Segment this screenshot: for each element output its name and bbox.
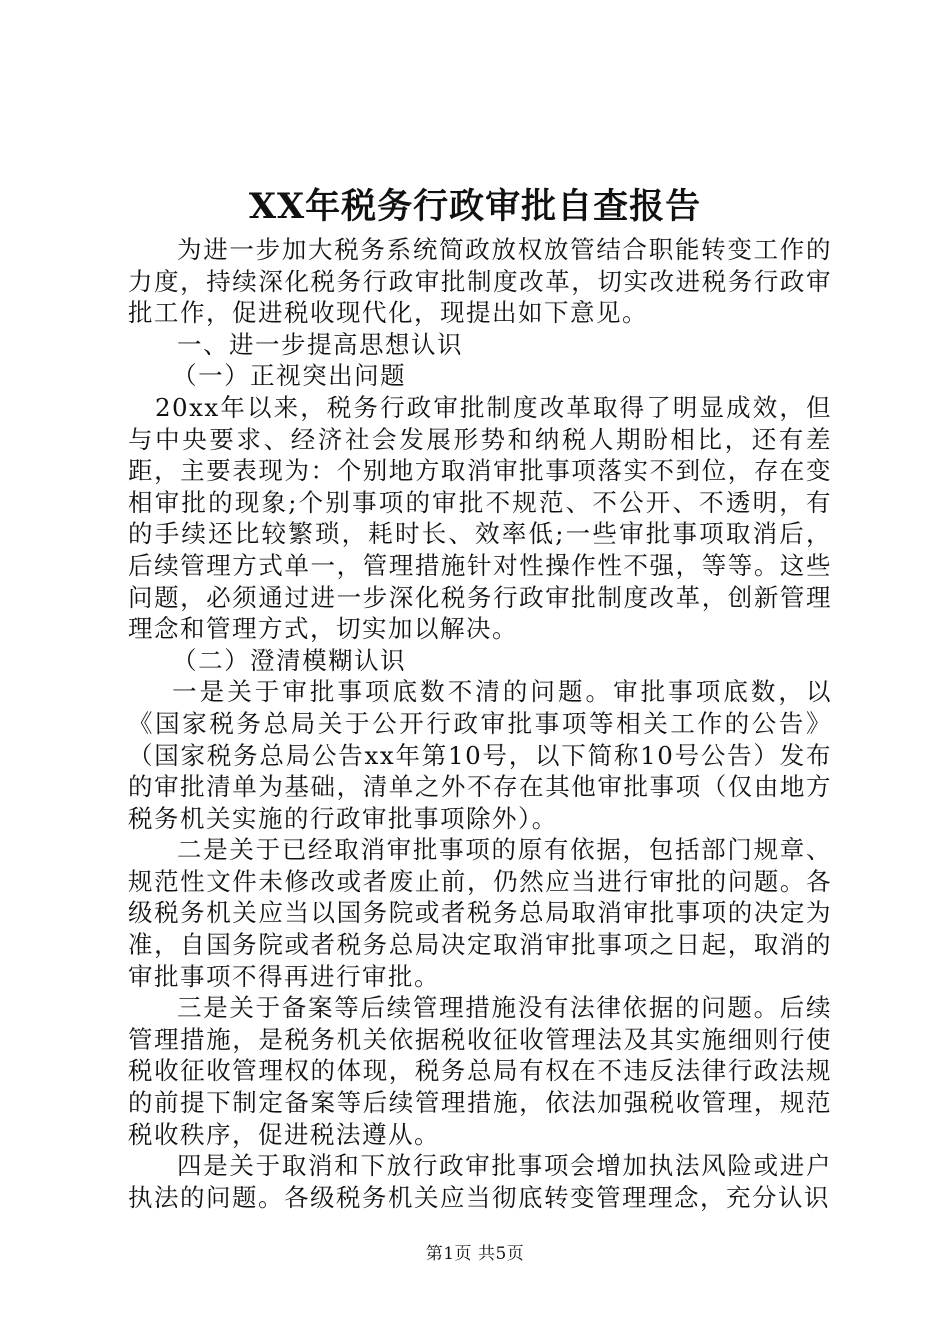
page-number-footer: 第1页 共5页 [425,1244,525,1264]
body-paragraph: 三是关于备案等后续管理措施没有法律依据的问题。后续管理措施，是税务机关依据税收征收管理法及其实施细则行使税收征收管理权的体现，税务总局有权在不违反法律行政法规的前提下制定备案等后续管理措施，依法加强税收管理，规范税收秩序，促进税法遵从。 [128,993,832,1149]
body-paragraph: 一是关于审批事项底数不清的问题。审批事项底数，以《国家税务总局关于公开行政审批事项等相关工作的公告》（国家税务总局公告xx年第10号，以下简称10号公告）发布的审批清单为基础，清单之外不存在其他审批事项（仅由地方税务机关实施的行政审批事项除外）。 [128,677,832,833]
intro-paragraph: 为进一步加大税务系统简政放权放管结合职能转变工作的力度，持续深化税务行政审批制度改革，切实改进税务行政审批工作，促进税收现代化，现提出如下意见。 [128,235,832,328]
body-paragraph: 二是关于已经取消审批事项的原有依据，包括部门规章、规范性文件未修改或者废止前，仍然应当进行审批的问题。各级税务机关应当以国务院或者税务总局取消审批事项的决定为准，自国务院或者税务总局决定取消审批事项之日起，取消的审批事项不得再进行审批。 [128,835,832,991]
section-heading-1: 一、进一步提高思想认识 [177,329,463,359]
body-paragraph: 四是关于取消和下放行政审批事项会增加执法风险或进户执法的问题。各级税务机关应当彻底转变管理理念，充分认识 [128,1151,832,1212]
document-title: XX年税务行政审批自查报告 [248,186,702,227]
body-paragraph: 20xx年以来，税务行政审批制度改革取得了明显成效，但与中央要求、经济社会发展形势和纳税人期盼相比，还有差距，主要表现为：个别地方取消审批事项落实不到位，存在变相审批的现象;个别事项的审批不规范、不公开、不透明，有的手续还比较繁琐，耗时长、效率低;一些审批事项取消后，后续管理方式单一，管理措施针对性操作性不强，等等。这些问题，必须通过进一步深化税务行政审批制度改革，创新管理理念和管理方式，切实加以解决。 [128,392,832,644]
document-body [128,234,832,1213]
subsection-heading-1: （一）正视突出问题 [172,361,407,391]
subsection-heading-2: （二）澄清模糊认识 [172,645,407,675]
